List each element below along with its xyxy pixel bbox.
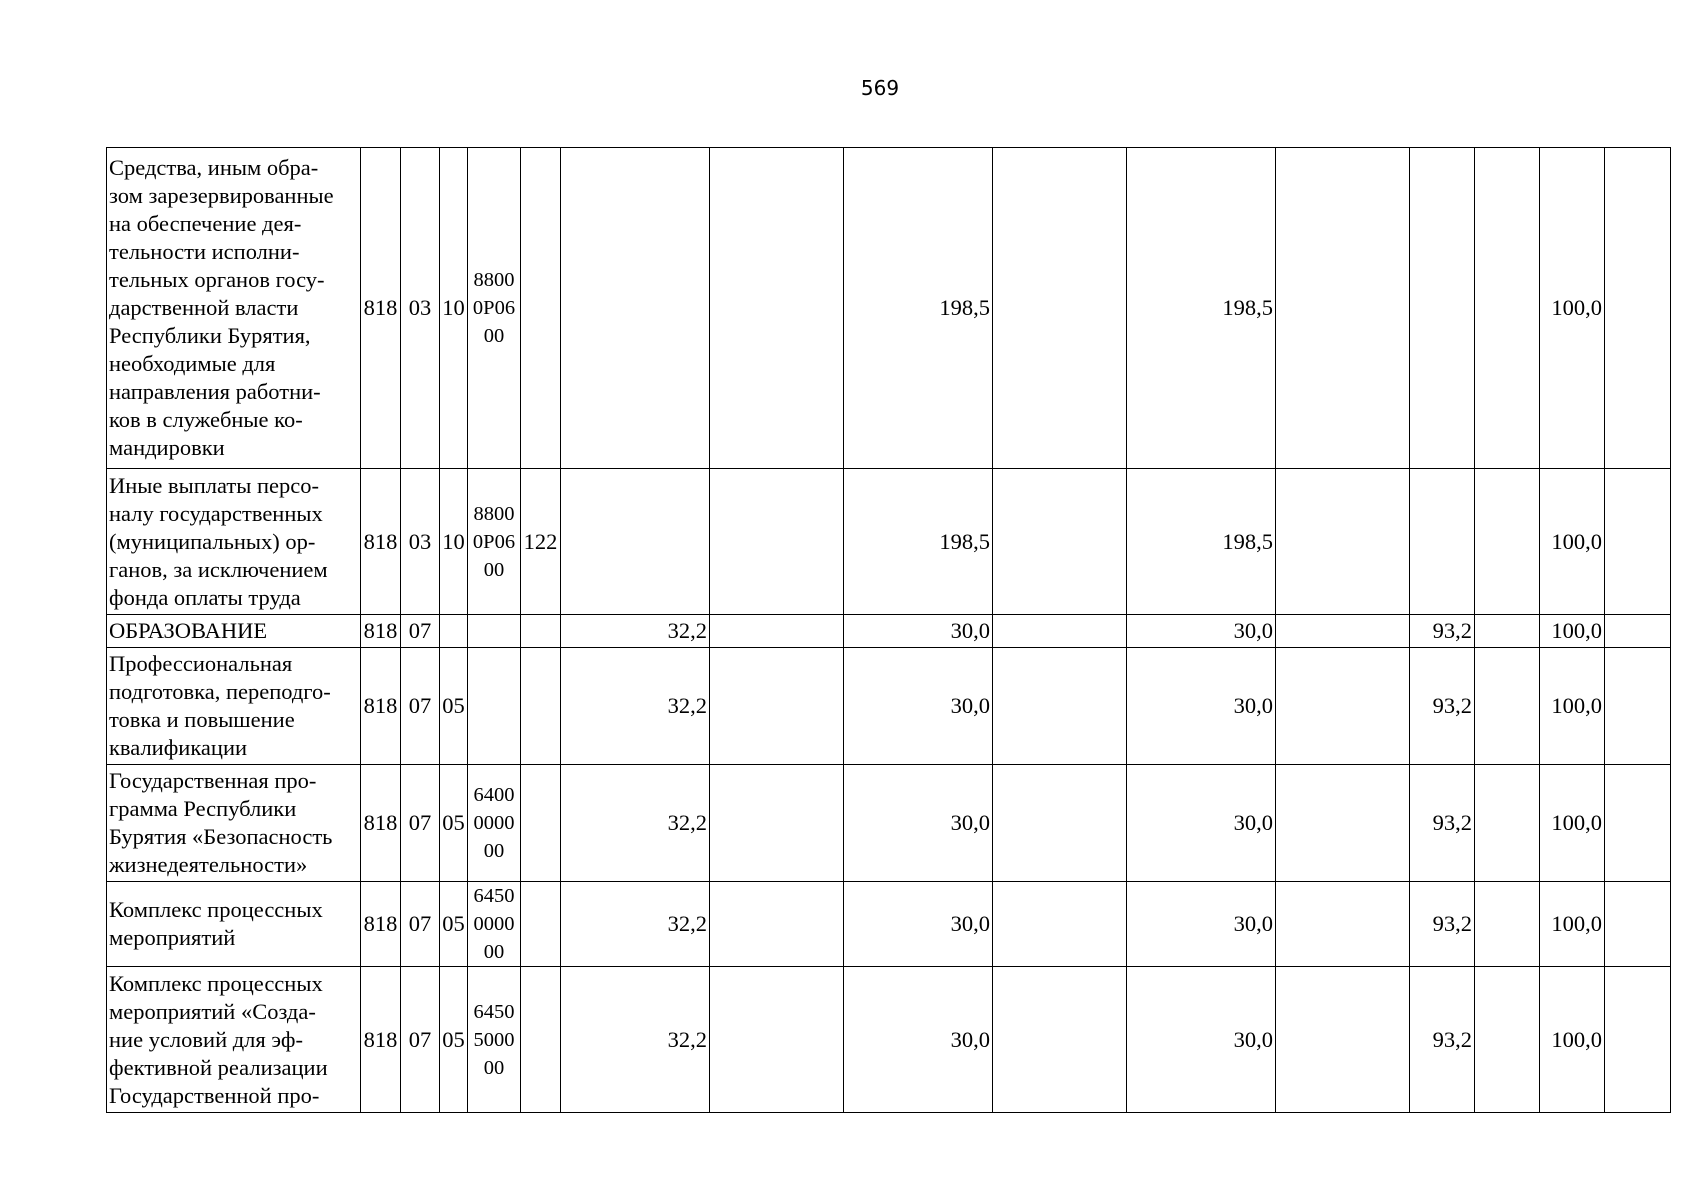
- value-cell: 30,0: [1127, 882, 1276, 967]
- empty-cell: [1475, 615, 1540, 648]
- row-name-line: тельных органов госу-: [109, 267, 325, 292]
- value-cell: 93,2: [1410, 615, 1475, 648]
- section-code-cell: 07: [401, 648, 440, 765]
- target-article-line: 00: [483, 941, 505, 963]
- value-cell: [710, 882, 844, 967]
- row-name-line: фонда оплаты труда: [109, 584, 301, 610]
- row-name-line: подготовка, переподго-: [109, 679, 331, 704]
- value-cell: [710, 648, 844, 765]
- value-cell: 198,5: [844, 148, 993, 469]
- subsection-code-cell: [440, 615, 468, 648]
- expense-type-cell: [521, 615, 561, 648]
- row-name-line: товка и повышение: [109, 707, 295, 732]
- table-row: [107, 469, 1671, 615]
- target-article-line: 6400: [473, 784, 515, 806]
- row-name-cell: [107, 615, 361, 648]
- expense-type-cell: [521, 967, 561, 1113]
- value-cell: [993, 765, 1127, 882]
- grbs-code-cell: 818: [361, 967, 401, 1113]
- value-cell: [1605, 765, 1671, 882]
- value-cell: 100,0: [1540, 765, 1605, 882]
- row-name-line: жизнедеятельности»: [109, 852, 308, 877]
- row-name-line: Профессиональная: [109, 651, 293, 676]
- empty-cell: [1475, 882, 1540, 967]
- value-cell: [1276, 765, 1410, 882]
- target-article-line: 6450: [473, 1000, 515, 1023]
- value-cell: 93,2: [1410, 765, 1475, 882]
- value-cell: [1276, 967, 1410, 1113]
- row-name-line: направления работни-: [109, 379, 321, 404]
- expense-type-cell: [521, 648, 561, 765]
- row-name-line: на обеспечение дея-: [109, 211, 302, 236]
- subsection-code-cell: 10: [440, 469, 468, 615]
- row-name-line: дарственной власти: [109, 295, 299, 320]
- row-name-line: Средства, иным обра-: [109, 155, 319, 180]
- row-name-cell: [107, 469, 361, 615]
- target-article-line: 0000: [473, 812, 515, 834]
- value-cell: [1276, 882, 1410, 967]
- subsection-code-cell: 05: [440, 648, 468, 765]
- target-article-cell: [468, 967, 521, 1113]
- target-article-cell: [468, 469, 521, 615]
- row-name-line: Комплекс процессных: [109, 897, 323, 922]
- value-cell: 93,2: [1410, 967, 1475, 1113]
- value-cell: [710, 615, 844, 648]
- table-row: [107, 882, 1671, 967]
- value-cell: [993, 882, 1127, 967]
- table-row: [107, 148, 1671, 469]
- row-name-line: ние условий для эф-: [109, 1026, 303, 1052]
- value-cell: 30,0: [844, 648, 993, 765]
- value-cell: 30,0: [1127, 765, 1276, 882]
- empty-cell: [1475, 765, 1540, 882]
- row-name-line: квалификации: [109, 735, 248, 760]
- value-cell: [993, 148, 1127, 469]
- subsection-code-cell: 05: [440, 765, 468, 882]
- target-article-cell: [468, 648, 521, 765]
- value-cell: 93,2: [1410, 882, 1475, 967]
- empty-cell: [1475, 648, 1540, 765]
- page-number: 569: [860, 76, 900, 100]
- row-name-cell: [107, 648, 361, 765]
- value-cell: [1410, 148, 1475, 469]
- target-article-line: 0Р06: [472, 297, 516, 319]
- expense-type-cell: [521, 765, 561, 882]
- row-name-line: ганов, за исключением: [109, 556, 328, 582]
- value-cell: 32,2: [561, 967, 710, 1113]
- row-name-line: Государственная про-: [109, 768, 317, 793]
- expense-type-cell: 122: [521, 469, 561, 615]
- value-cell: [1605, 882, 1671, 967]
- value-cell: [561, 469, 710, 615]
- row-name-line: ков в служебные ко-: [109, 407, 303, 432]
- row-name-cell: [107, 148, 361, 469]
- value-cell: [710, 469, 844, 615]
- row-name-cell: [107, 765, 361, 882]
- value-cell: 100,0: [1540, 967, 1605, 1113]
- section-code-cell: 07: [401, 615, 440, 648]
- row-name-line: мероприятий «Созда-: [109, 998, 316, 1024]
- subsection-code-cell: 10: [440, 148, 468, 469]
- value-cell: 100,0: [1540, 882, 1605, 967]
- target-article-line: 8800: [473, 269, 515, 291]
- value-cell: [1276, 648, 1410, 765]
- value-cell: 30,0: [844, 765, 993, 882]
- value-cell: [993, 615, 1127, 648]
- value-cell: [993, 469, 1127, 615]
- value-cell: 32,2: [561, 882, 710, 967]
- section-code-cell: 07: [401, 765, 440, 882]
- row-name-line: мандировки: [109, 435, 225, 460]
- grbs-code-cell: 818: [361, 148, 401, 469]
- target-article-line: 0Р06: [472, 530, 516, 553]
- value-cell: 100,0: [1540, 469, 1605, 615]
- grbs-code-cell: 818: [361, 469, 401, 615]
- target-article-line: 00: [483, 558, 505, 581]
- row-name-line: налу государственных: [109, 500, 323, 526]
- value-cell: [1605, 148, 1671, 469]
- value-cell: [710, 765, 844, 882]
- value-cell: 93,2: [1410, 648, 1475, 765]
- grbs-code-cell: 818: [361, 765, 401, 882]
- row-name-cell: [107, 882, 361, 967]
- value-cell: 32,2: [561, 615, 710, 648]
- table-row: [107, 967, 1671, 1113]
- empty-cell: [1475, 148, 1540, 469]
- section-code-cell: 03: [401, 469, 440, 615]
- value-cell: 198,5: [1127, 469, 1276, 615]
- row-name-line: тельности исполни-: [109, 239, 300, 264]
- row-name-line: (муниципальных) ор-: [109, 528, 316, 554]
- value-cell: [710, 967, 844, 1113]
- value-cell: 100,0: [1540, 148, 1605, 469]
- row-name-line: мероприятий: [109, 925, 236, 950]
- value-cell: [1410, 469, 1475, 615]
- value-cell: 32,2: [561, 765, 710, 882]
- value-cell: [993, 648, 1127, 765]
- target-article-line: 00: [483, 325, 505, 347]
- row-name-line: ОБРАЗОВАНИЕ: [109, 618, 268, 643]
- value-cell: 30,0: [1127, 648, 1276, 765]
- value-cell: 100,0: [1540, 615, 1605, 648]
- section-code-cell: 07: [401, 882, 440, 967]
- target-article-cell: [468, 615, 521, 648]
- section-code-cell: 03: [401, 148, 440, 469]
- row-name-line: фективной реализации: [109, 1054, 328, 1080]
- row-name-line: Республики Бурятия,: [109, 323, 311, 348]
- row-name-line: Государственной про-: [109, 1082, 320, 1108]
- row-name-line: Комплекс процессных: [109, 970, 323, 996]
- target-article-cell: [468, 765, 521, 882]
- target-article-line: 6450: [473, 885, 515, 907]
- value-cell: 30,0: [1127, 967, 1276, 1113]
- grbs-code-cell: 818: [361, 615, 401, 648]
- value-cell: [1276, 148, 1410, 469]
- subsection-code-cell: 05: [440, 967, 468, 1113]
- table-row: [107, 648, 1671, 765]
- row-name-line: грамма Республики: [109, 796, 297, 821]
- row-name-line: необходимые для: [109, 351, 276, 376]
- grbs-code-cell: 818: [361, 648, 401, 765]
- target-article-line: 5000: [473, 1028, 515, 1051]
- row-name-line: Иные выплаты персо-: [109, 472, 320, 498]
- section-code-cell: 07: [401, 967, 440, 1113]
- grbs-code-cell: 818: [361, 882, 401, 967]
- target-article-line: 00: [483, 1056, 505, 1079]
- target-article-line: 0000: [473, 913, 515, 935]
- target-article-cell: [468, 148, 521, 469]
- table-row: [107, 765, 1671, 882]
- target-article-line: 00: [483, 840, 505, 862]
- table-row: [107, 615, 1671, 648]
- value-cell: 30,0: [1127, 615, 1276, 648]
- budget-table: [106, 147, 1671, 1113]
- value-cell: 198,5: [844, 469, 993, 615]
- value-cell: 32,2: [561, 648, 710, 765]
- row-name-line: Бурятия «Безопасность: [109, 824, 333, 849]
- value-cell: [561, 148, 710, 469]
- row-name-line: зом зарезервированные: [109, 183, 334, 208]
- expense-type-cell: [521, 148, 561, 469]
- value-cell: 198,5: [1127, 148, 1276, 469]
- value-cell: [1276, 615, 1410, 648]
- row-name-cell: [107, 967, 361, 1113]
- empty-cell: [1475, 967, 1540, 1113]
- value-cell: 100,0: [1540, 648, 1605, 765]
- value-cell: [993, 967, 1127, 1113]
- value-cell: [1605, 967, 1671, 1113]
- value-cell: [1276, 469, 1410, 615]
- empty-cell: [1475, 469, 1540, 615]
- value-cell: [1605, 469, 1671, 615]
- target-article-cell: [468, 882, 521, 967]
- subsection-code-cell: 05: [440, 882, 468, 967]
- value-cell: 30,0: [844, 882, 993, 967]
- expense-type-cell: [521, 882, 561, 967]
- target-article-line: 8800: [473, 502, 515, 525]
- value-cell: [1605, 615, 1671, 648]
- value-cell: 30,0: [844, 967, 993, 1113]
- value-cell: 30,0: [844, 615, 993, 648]
- value-cell: [710, 148, 844, 469]
- value-cell: [1605, 648, 1671, 765]
